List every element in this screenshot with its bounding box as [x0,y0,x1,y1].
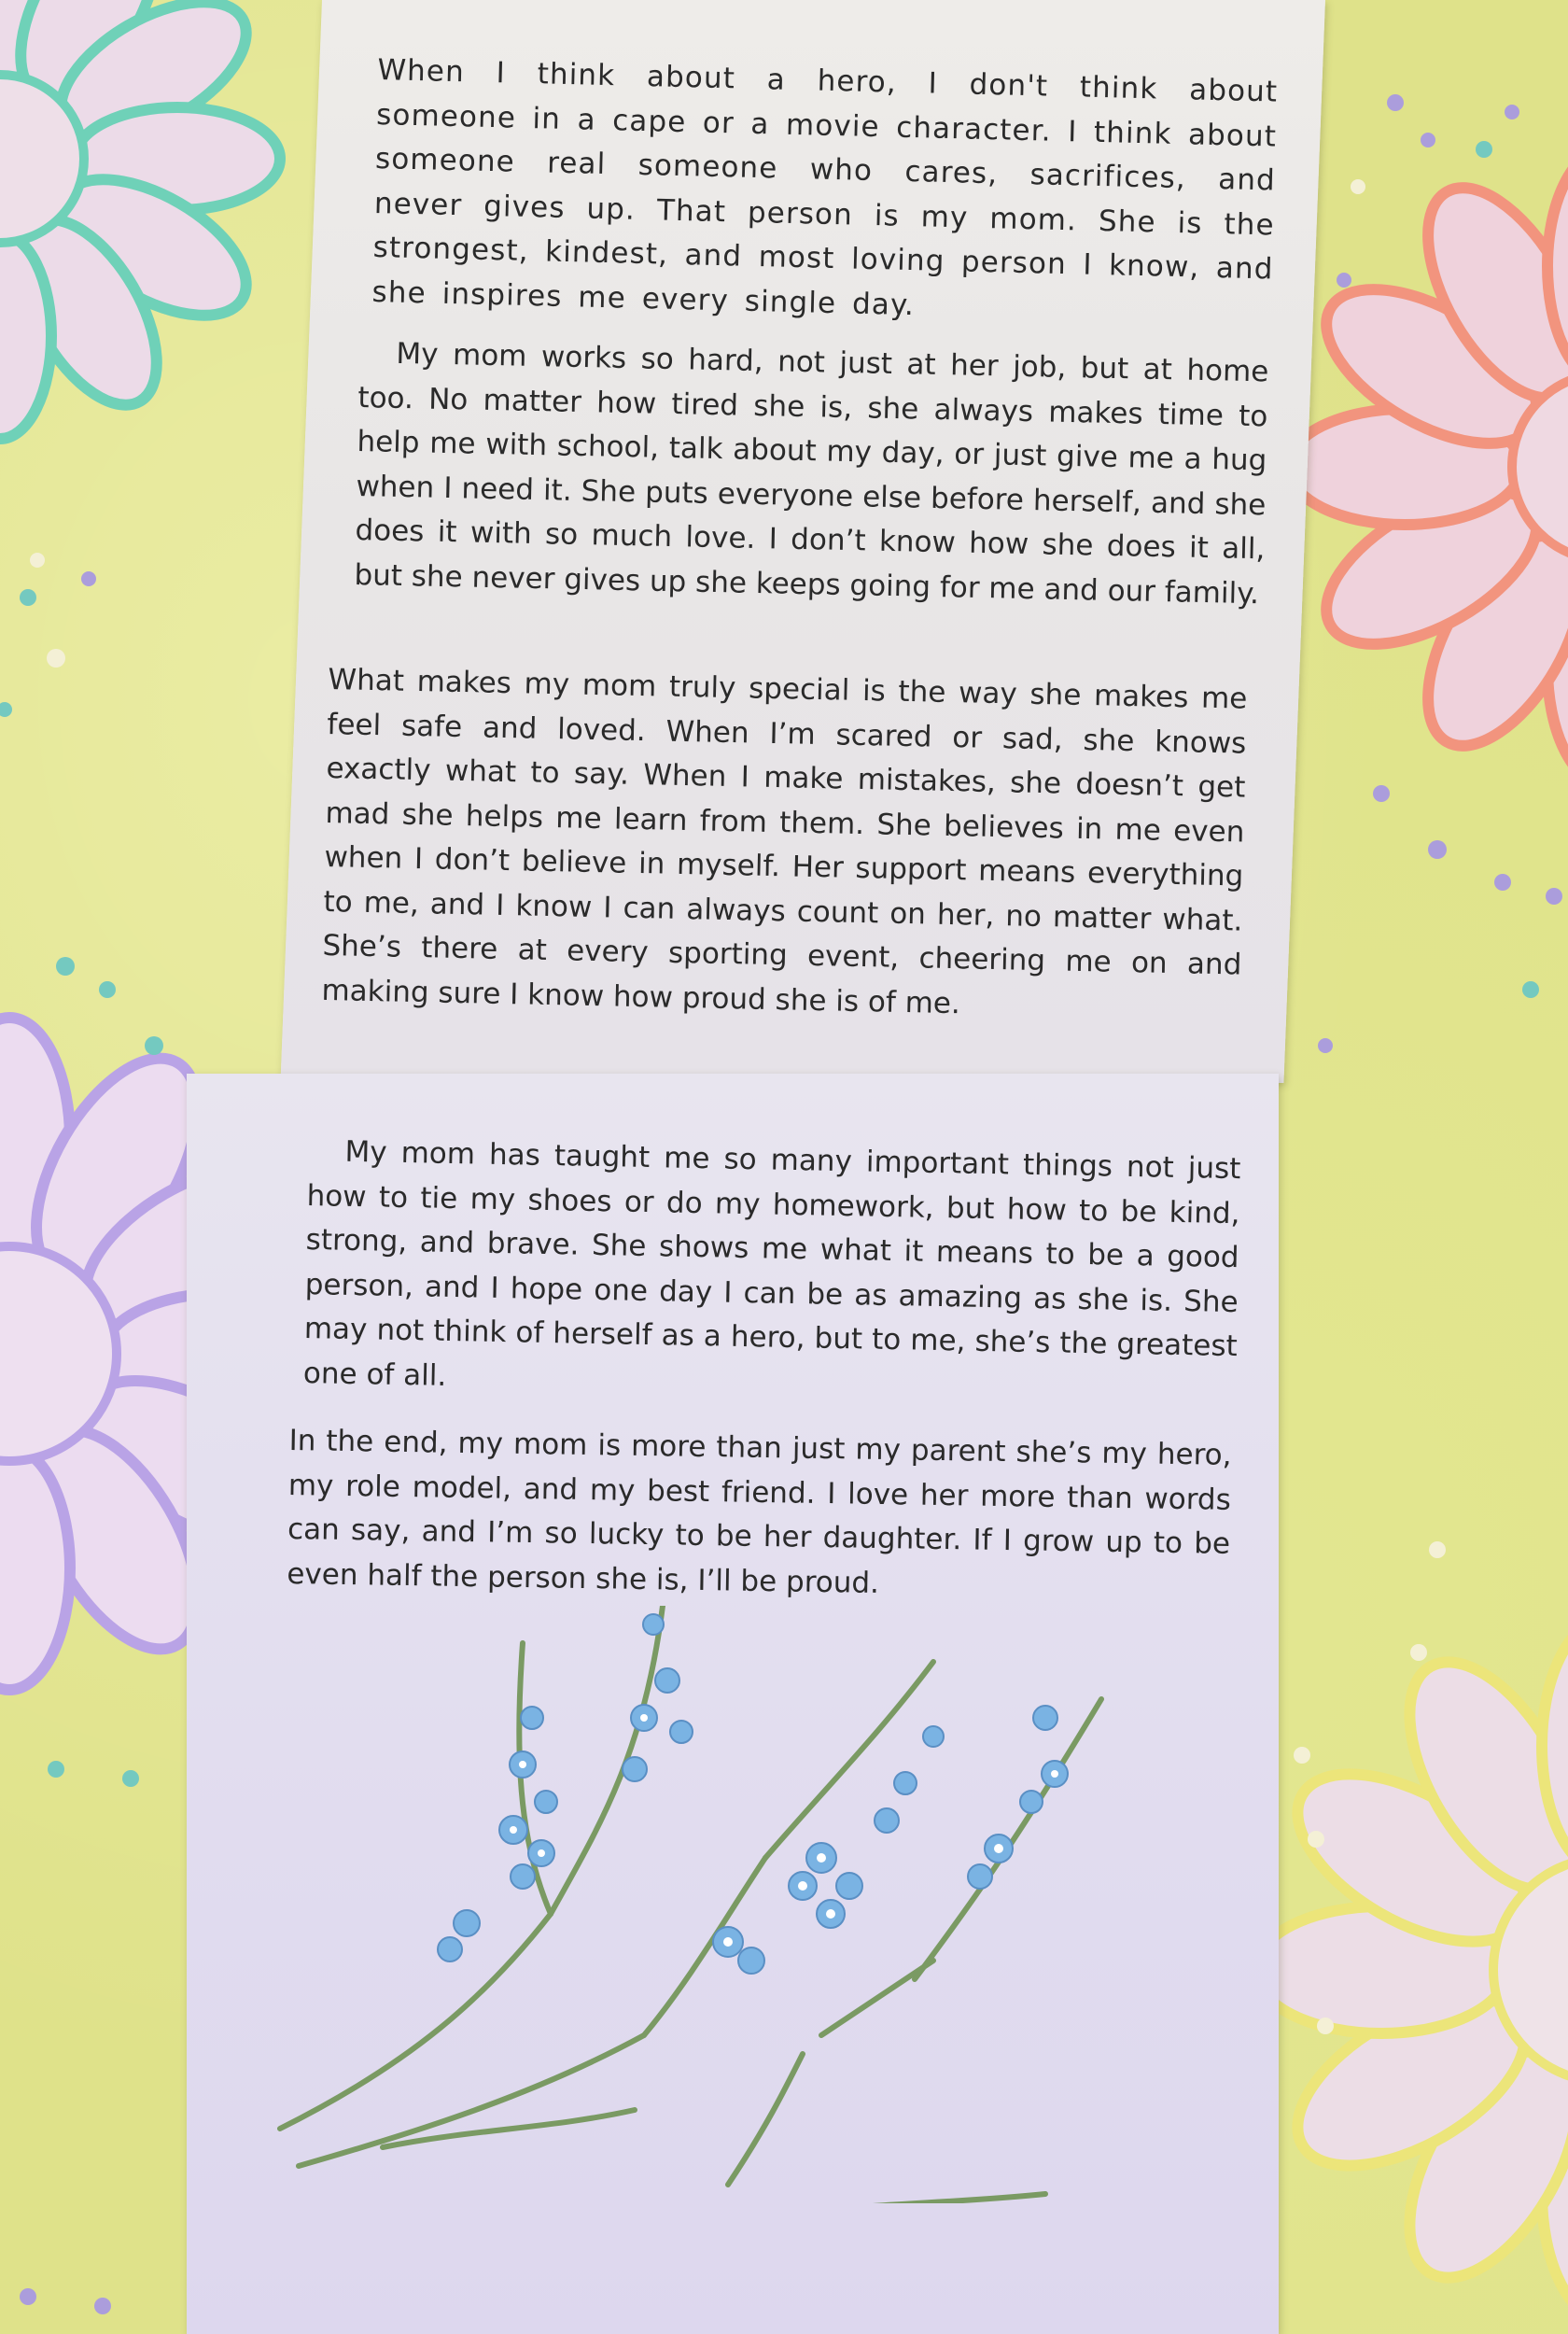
essay-paragraph-4: My mom has taught me so many important things not just how to tie my shoes or do my homework, but how to be kind, strong, and brave. She shows me what it means to be a good person, and I hope one day I can be as amazing as she is. She may not think of herself as a hero, but to me, she’s the greatest one of all. [302,1134,1241,1393]
flower-top-right-icon [1288,149,1568,784]
essay-paragraph-2: My mom works so hard, not just at her job, but at home too. No matter how tired she is, she always makes time to help me with school, talk about my day, or just give me a hug when I need it. She puts everyone else before herself, and she does it with so much love. I don’t know how she does it all, but she never gives up she keeps going for me and our family. [354,336,1269,611]
essay-paragraph-3: What makes my mom truly special is the way she makes me feel safe and loved. When I’m scared or sad, she knows exactly what to say. When I make mistakes, she doesn’t get mad she helps me learn from them. She believes in me even when I don’t believe in myself. Her support means everything to me, and I know I can always count on her, no matter what. She’s there at every sporting event, cheering me on and making sure I know how proud she is of me. [321,662,1248,1020]
forget-me-not-illustration-icon [243,1606,1232,2203]
flower-bottom-right-icon [1255,1620,1568,2320]
essay-paragraph-1: When I think about a hero, I don't think about someone in a cape or a movie character. I think about someone real someone who cares, sacrifices, and never gives up. That person is my mom. She is the strongest, kindest, and most loving person I know, and she inspires me every single day. [371,52,1279,322]
flower-top-left-icon [0,0,280,439]
essay-paragraph-5: In the end, my mom is more than just my parent she’s my hero, my role model, and my best friend. I love her more than words can say, and I’m so lucky to be her daughter. If I grow up to be even half the person she is, I’ll be proud. [287,1423,1232,1600]
